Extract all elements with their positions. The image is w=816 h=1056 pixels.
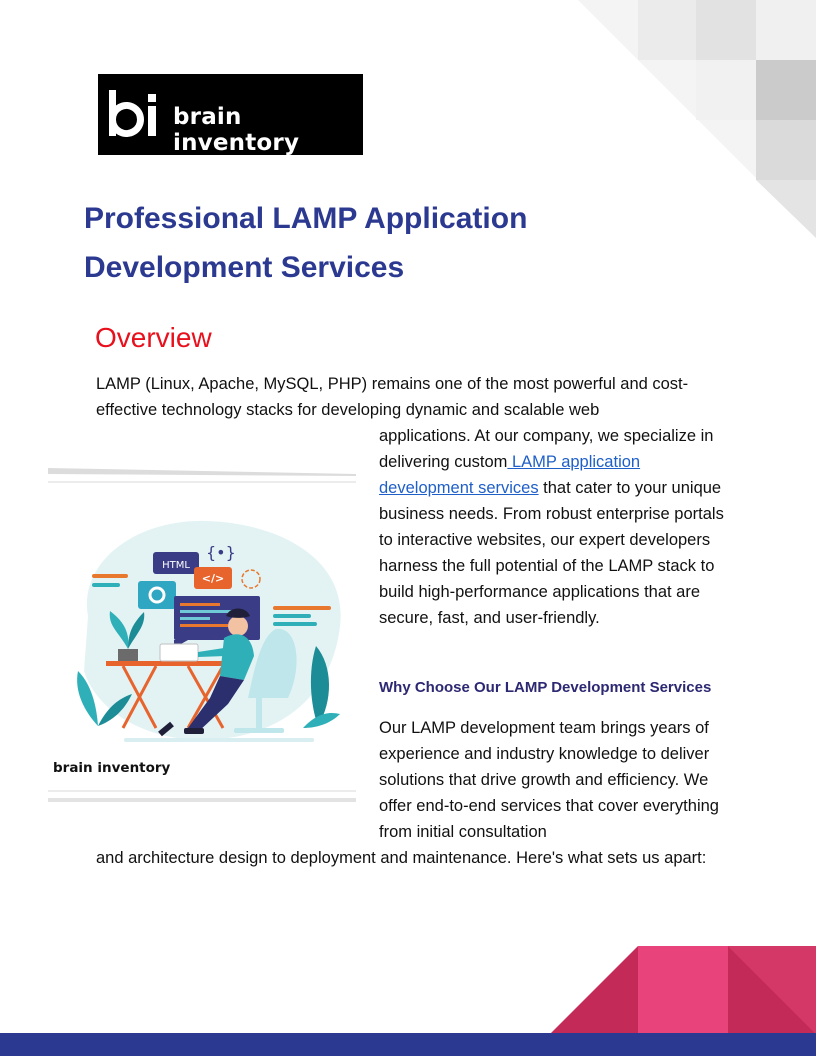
code-tag-label: </> [201, 572, 225, 585]
illustration-caption: brain inventory [53, 760, 171, 776]
intro-text-before-link: applications. At our company, we specialize in delivering custom [379, 427, 714, 471]
lamp-services-link[interactable]: LAMP application development services [379, 453, 641, 497]
overview-heading: Overview [95, 322, 212, 353]
brand-logo [98, 74, 363, 155]
page-title: Professional LAMP Application Development Services [84, 202, 528, 284]
intro-paragraph-wrap [379, 423, 724, 631]
corner-decoration-bottom [550, 944, 816, 1034]
bi-logo-icon [106, 86, 164, 144]
why-choose-paragraph-tail: and architecture design to deployment and maintenance. Here's what sets us apart: [96, 849, 707, 867]
intro-text-after-link: that cater to your unique business needs. From robust enterprise portals to interactive websites, our expert developers harness the full potential of the LAMP stack to build high-performance applications that are secure, fast, and user-friendly. [379, 479, 724, 627]
intro-paragraph-lead: LAMP (Linux, Apache, MySQL, PHP) remains one of the most powerful and cost-effective technology stacks for developing dynamic and scalable web [96, 375, 689, 419]
why-choose-heading: Why Choose Our LAMP Development Services [379, 679, 712, 696]
why-choose-paragraph-wrap: Our LAMP development team brings years of experience and industry knowledge to deliver solutions that drive growth and efficiency. We offer end-to-end services that cover everything from initial consultation [379, 719, 719, 841]
footer-bar [0, 1033, 816, 1056]
logo-wordmark: brain inventory [173, 104, 300, 156]
html-tag-label: HTML [162, 560, 190, 571]
developer-illustration [48, 466, 356, 806]
braces-tag-label: {•} [206, 543, 236, 562]
